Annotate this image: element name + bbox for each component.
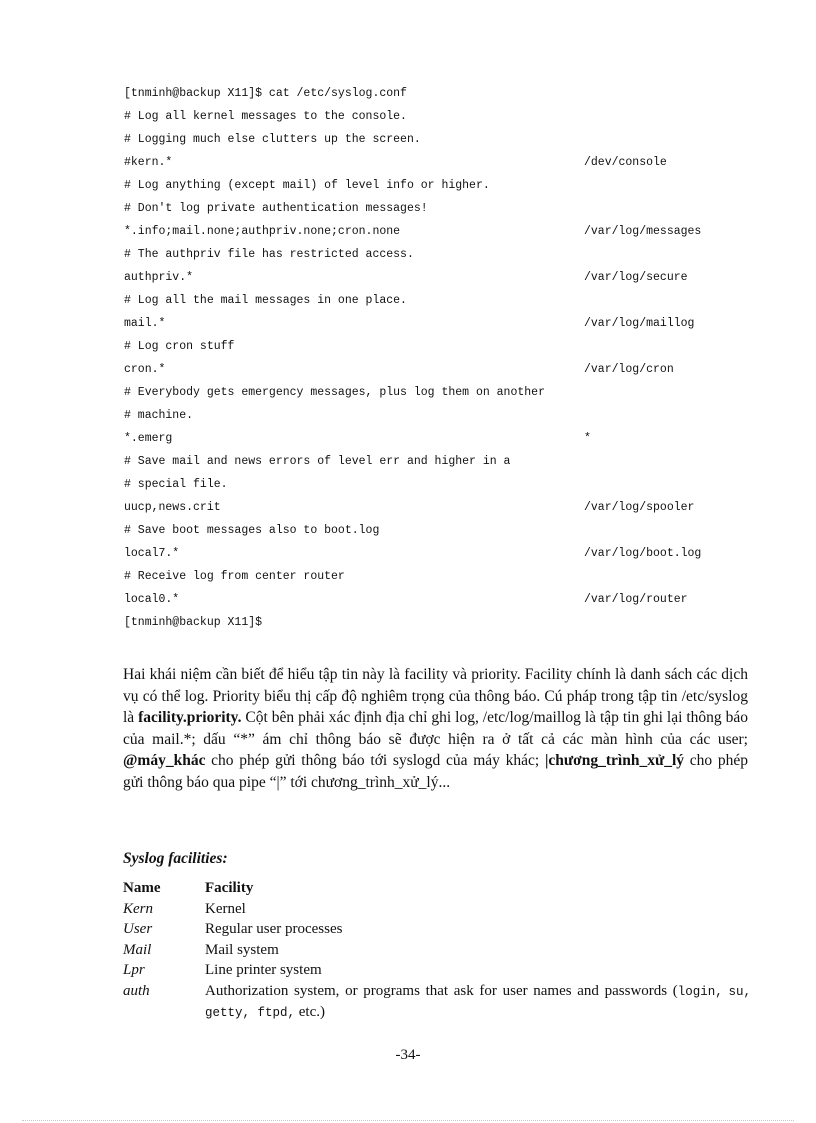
code-selector: # The authpriv file has restricted access. — [124, 248, 414, 261]
code-selector: # Log all the mail messages in one place. — [124, 294, 407, 307]
code-selector: # machine. — [124, 409, 194, 422]
code-action: /var/log/boot.log — [584, 547, 702, 560]
code-line — [124, 522, 744, 545]
code-line — [124, 246, 744, 269]
code-selector: uucp,news.crit — [124, 501, 221, 514]
facility-description: Mail system — [205, 941, 279, 958]
facilities-table — [123, 878, 751, 1024]
auth-description-tail: etc.) — [295, 1004, 325, 1020]
code-line — [124, 269, 744, 292]
facility-description — [205, 981, 751, 1024]
page-number: -34- — [395, 1047, 421, 1063]
code-action: /dev/console — [584, 156, 667, 169]
code-selector: *.emerg — [124, 432, 173, 445]
code-selector: # Everybody gets emergency messages, plus log them on another — [124, 386, 545, 399]
code-selector: # special file. — [124, 478, 228, 491]
paragraph-text-2: Cột bên phải xác định địa chỉ ghi log, /etc/log/maillog là tập tin ghi lại thông báo của mail.*; dấu “*” ám chỉ thông báo sẽ được hiện ra ở tất cả các màn hình của các user; — [123, 709, 748, 748]
code-selector: authpriv.* — [124, 271, 194, 284]
code-selector: # Log cron stuff — [124, 340, 235, 353]
syslog-conf-code-block — [124, 85, 744, 637]
code-line — [124, 223, 744, 246]
auth-command-login: login, — [677, 984, 723, 999]
code-selector: # Don't log private authentication messages! — [124, 202, 428, 215]
facility-name: Mail — [123, 941, 152, 958]
code-line — [124, 292, 744, 315]
code-line — [124, 591, 744, 614]
facilities-table-row — [123, 919, 751, 940]
code-action: /var/log/maillog — [584, 317, 695, 330]
code-action: /var/log/secure — [584, 271, 688, 284]
paragraph-text-3: cho phép gửi thông báo tới syslogd của máy khác; — [205, 752, 545, 769]
header-name: Name — [123, 880, 161, 896]
code-action: /var/log/router — [584, 593, 688, 606]
code-line — [124, 361, 744, 384]
code-line — [124, 315, 744, 338]
facility-name: Lpr — [123, 962, 145, 978]
page-bottom-divider — [22, 1120, 794, 1121]
code-selector: *.info;mail.none;authpriv.none;cron.none — [124, 225, 401, 238]
code-line — [124, 177, 744, 200]
code-line — [124, 131, 744, 154]
code-line — [124, 499, 744, 522]
paragraph-text-1: Hai khái niệm cần biết để hiểu tập tin này là facility và priority. Facility chính là danh sách các dịch vụ có thể log. Priority biểu thị cấp độ nghiêm trọng của thông báo. Cú pháp trong tập tin /etc/syslog là — [123, 666, 748, 726]
facilities-table-row-auth — [123, 981, 751, 1024]
code-selector: #kern.* — [124, 156, 173, 169]
facilities-table-row — [123, 899, 751, 920]
paragraph-bold-remote-host: @máy_khác — [123, 752, 206, 769]
code-selector: cron.* — [124, 363, 166, 376]
code-line — [124, 476, 744, 499]
code-selector: [tnminh@backup X11]$ cat /etc/syslog.conf — [124, 87, 407, 100]
code-action: /var/log/spooler — [584, 501, 695, 514]
facility-description: Line printer system — [205, 962, 322, 978]
code-line — [124, 384, 744, 407]
code-selector: mail.* — [124, 317, 166, 330]
paragraph-text-4: cho phép gửi thông báo qua pipe “|” tới chương_trình_xử_lý... — [123, 752, 749, 791]
code-line — [124, 338, 744, 361]
code-line — [124, 568, 744, 591]
code-selector: # Log anything (except mail) of level info or higher. — [124, 179, 490, 192]
facilities-table-row — [123, 960, 751, 981]
code-selector: local7.* — [124, 547, 180, 560]
code-selector: # Save mail and news errors of level err and higher in a — [124, 455, 511, 468]
code-line — [124, 407, 744, 430]
code-selector: local0.* — [124, 593, 180, 606]
code-action: /var/log/cron — [584, 363, 674, 376]
auth-description-text: Authorization system, or programs that ask for user names and passwords ( — [205, 982, 678, 999]
code-line — [124, 453, 744, 476]
paragraph-bold-pipe-program: |chương_trình_xử_lý — [544, 752, 685, 769]
paragraph-bold-facility-priority: facility.priority. — [138, 709, 242, 726]
facility-name: User — [123, 921, 153, 937]
code-line — [124, 545, 744, 568]
facilities-title: Syslog facilities: — [123, 850, 228, 867]
facility-name: auth — [123, 982, 150, 999]
facilities-table-header — [123, 878, 751, 899]
code-selector: # Receive log from center router — [124, 570, 345, 583]
code-line — [124, 154, 744, 177]
code-selector: # Log all kernel messages to the console. — [124, 110, 407, 123]
code-line — [124, 108, 744, 131]
facilities-table-row — [123, 940, 751, 961]
code-selector: [tnminh@backup X11]$ — [124, 616, 263, 629]
code-selector: # Save boot messages also to boot.log — [124, 524, 380, 537]
auth-command-list: su, getty, ftpd, — [205, 984, 751, 1020]
facility-description: Regular user processes — [205, 921, 343, 937]
code-line — [124, 85, 744, 108]
facility-name: Kern — [123, 900, 153, 917]
code-selector: # Logging much else clutters up the screen. — [124, 133, 421, 146]
explanation-paragraph — [123, 664, 748, 793]
header-facility: Facility — [205, 880, 254, 896]
code-line — [124, 614, 744, 637]
code-action: * — [584, 432, 591, 445]
code-action: /var/log/messages — [584, 225, 702, 238]
code-line — [124, 430, 744, 453]
facility-description: Kernel — [205, 900, 246, 917]
code-line — [124, 200, 744, 223]
